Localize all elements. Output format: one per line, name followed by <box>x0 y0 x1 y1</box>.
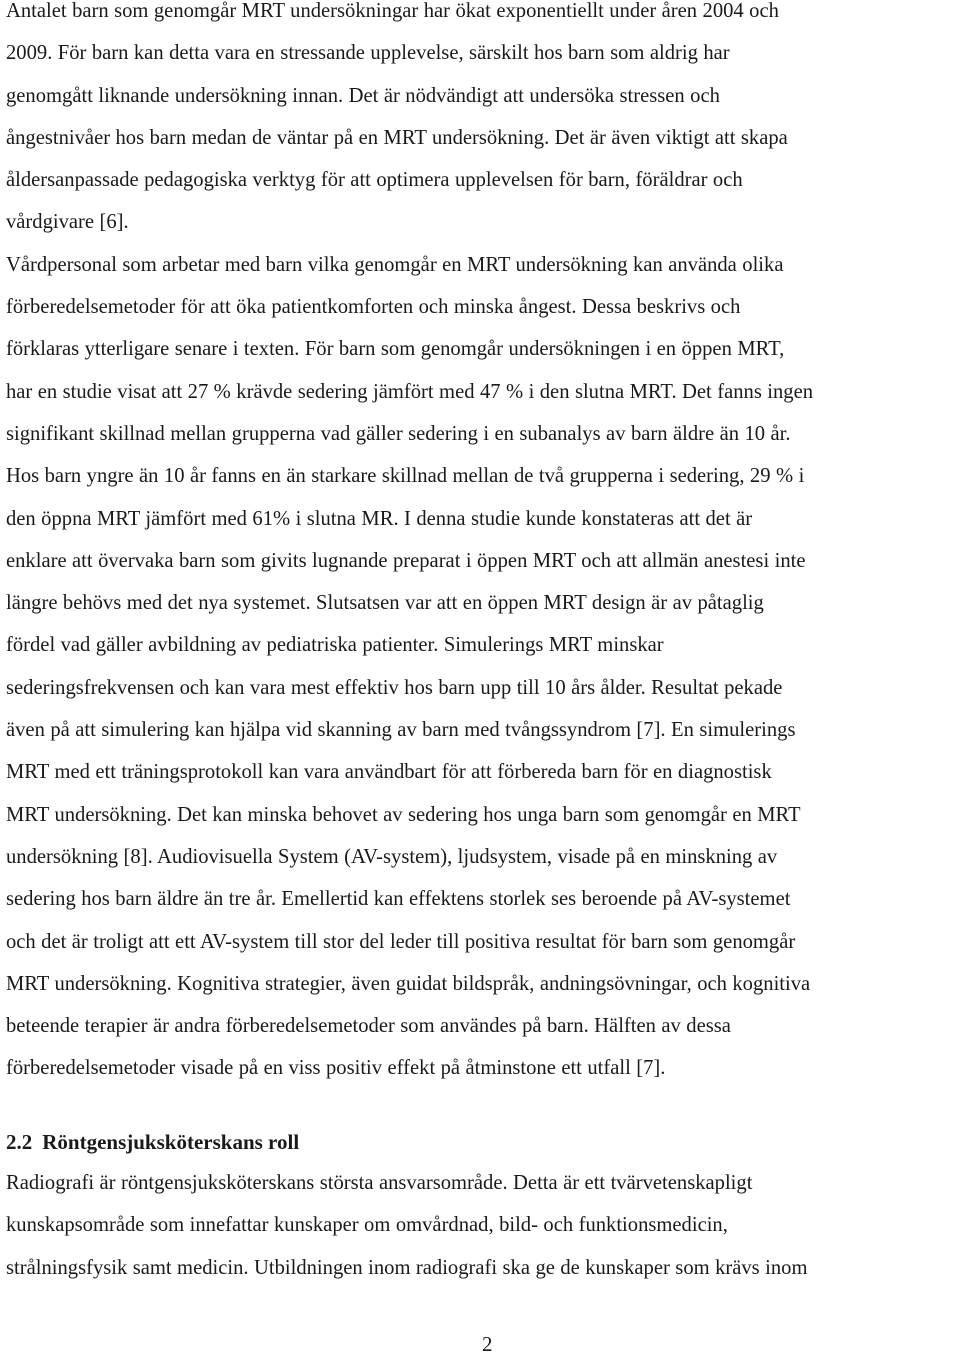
text-line: genomgått liknande undersökning innan. Det är nödvändigt att undersöka stressen och <box>6 84 720 107</box>
section-title: Röntgensjuksköterskans roll <box>42 1130 300 1154</box>
document-page <box>6 0 960 1356</box>
text-line: har en studie visat att 27 % krävde sedering jämfört med 47 % i den slutna MRT. Det fanns ingen <box>6 380 814 403</box>
text-line: enklare att övervaka barn som givits lugnande preparat i öppen MRT och att allmän anestesi inte <box>6 549 806 572</box>
page-number: 2 <box>482 1332 493 1356</box>
text-line: MRT med ett träningsprotokoll kan vara användbart för att förbereda barn för en diagnostisk <box>6 761 772 784</box>
text-line: sederingsfrekvensen och kan vara mest effektiv hos barn upp till 10 års ålder. Resultat pekade <box>6 676 783 699</box>
text-line: åldersanpassade pedagogiska verktyg för att optimera upplevelsen för barn, föräldrar och <box>6 169 743 192</box>
text-line: förberedelsemetoder för att öka patientkomforten och minska ångest. Dessa beskrivs och <box>6 296 741 319</box>
text-line: vårdgivare [6]. <box>6 211 129 234</box>
text-line: ångestnivåer hos barn medan de väntar på en MRT undersökning. Det är även viktigt att skapa <box>6 126 788 149</box>
text-line: Vårdpersonal som arbetar med barn vilka genomgår en MRT undersökning kan använda olika <box>6 253 784 276</box>
text-line: undersökning [8]. Audiovisuella System (AV-system), ljudsystem, visade på en minskning av <box>6 845 778 868</box>
paragraph-radiography <box>6 1162 960 1289</box>
text-line: signifikant skillnad mellan grupperna vad gäller sedering i en subanalys av barn äldre än 10 år. <box>6 422 791 445</box>
section-heading <box>6 1128 299 1156</box>
text-line: kunskapsområde som innefattar kunskaper om omvårdnad, bild- och funktionsmedicin, <box>6 1214 728 1237</box>
text-line: fördel vad gäller avbildning av pediatriska patienter. Simulerings MRT minskar <box>6 634 664 657</box>
text-line: MRT undersökning. Kognitiva strategier, även guidat bildspråk, andningsövningar, och kognitiva <box>6 972 811 995</box>
text-line: även på att simulering kan hjälpa vid skanning av barn med tvångssyndrom [7]. En simulerings <box>6 719 796 742</box>
text-line: strålningsfysik samt medicin. Utbildningen inom radiografi ska ge de kunskaper som krävs inom <box>6 1256 808 1279</box>
text-line: och det är troligt att ett AV-system till stor del leder till positiva resultat för barn som genomgår <box>6 930 796 953</box>
paragraph-preparation-methods <box>6 244 960 1090</box>
text-line: den öppna MRT jämfört med 61% i slutna MR. I denna studie kunde konstateras att det är <box>6 507 753 530</box>
text-line: MRT undersökning. Det kan minska behovet av sedering hos unga barn som genomgår en MRT <box>6 803 801 826</box>
section-number: 2.2 <box>6 1130 33 1154</box>
text-line: förklaras ytterligare senare i texten. För barn som genomgår undersökningen i en öppen MRT, <box>6 338 785 361</box>
text-line: längre behövs med det nya systemet. Slutsatsen var att en öppen MRT design är av påtaglig <box>6 592 764 615</box>
text-line: beteende terapier är andra förberedelsemetoder som användes på barn. Hälften av dessa <box>6 1015 731 1038</box>
text-line: förberedelsemetoder visade på en viss positiv effekt på åtminstone ett utfall [7]. <box>6 1057 666 1080</box>
text-line: Hos barn yngre än 10 år fanns en än starkare skillnad mellan de två grupperna i sedering, 29 % i <box>6 465 805 488</box>
text-line: Antalet barn som genomgår MRT undersökningar har ökat exponentiellt under åren 2004 och <box>6 0 779 22</box>
text-line: 2009. För barn kan detta vara en stressande upplevelse, särskilt hos barn som aldrig har <box>6 42 730 65</box>
paragraph-intro <box>6 0 960 244</box>
text-line: sedering hos barn äldre än tre år. Emellertid kan effektens storlek ses beroende på AV-systemet <box>6 888 791 911</box>
text-line: Radiografi är röntgensjuksköterskans största ansvarsområde. Detta är ett tvärvetenskapligt <box>6 1172 753 1194</box>
